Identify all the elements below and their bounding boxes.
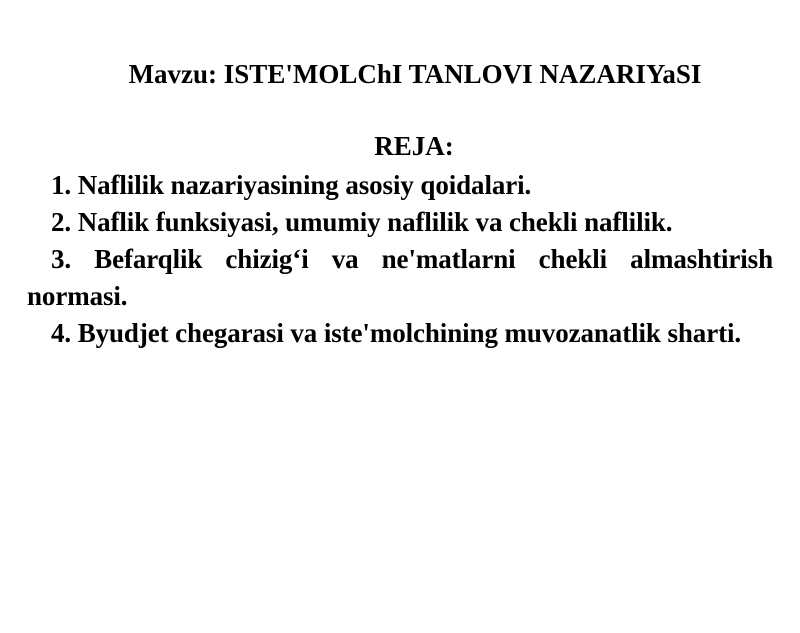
document-title: Mavzu: ISTE'MOLChI TANLOVI NAZARIYaSI bbox=[128, 59, 702, 89]
plan-item: 4. Byudjet chegarasi va iste'molchining muvozanatlik sharti. bbox=[51, 318, 742, 348]
plan-item: 2. Naflik funksiyasi, umumiy naflilik va chekli naflilik. bbox=[51, 207, 673, 237]
plan-list bbox=[27, 167, 773, 352]
plan-item: 1. Naflilik nazariyasining asosiy qoidalari. bbox=[51, 170, 532, 200]
plan-item: 3. Befarqlik chizig‘i va ne'matlarni chekli almashtirish normasi. bbox=[27, 244, 773, 311]
plan-heading: REJA: bbox=[374, 131, 454, 161]
